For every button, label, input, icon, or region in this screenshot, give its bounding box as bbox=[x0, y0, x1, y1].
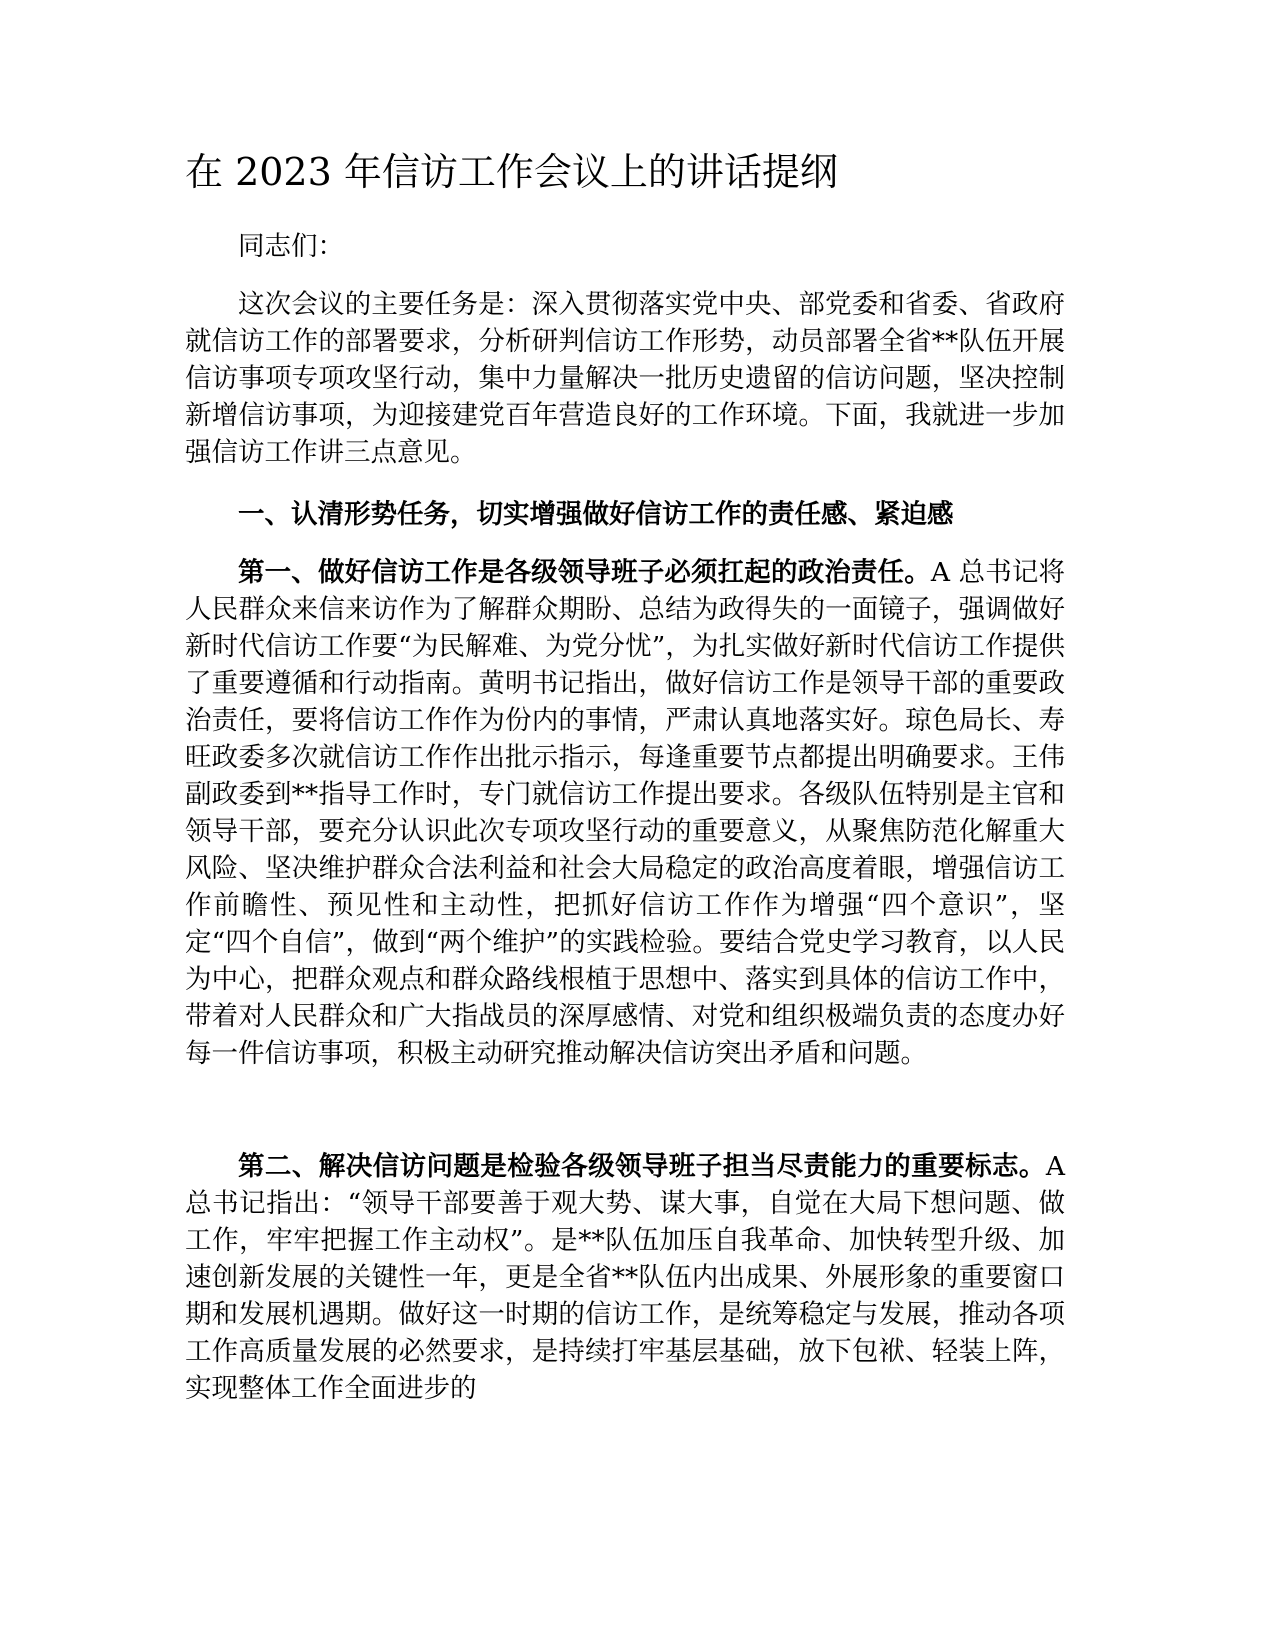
document-title: 在 2023 年信访工作会议上的讲话提纲 bbox=[185, 150, 838, 194]
intro-paragraph: 这次会议的主要任务是：深入贯彻落实党中央、部党委和省委、省政府就信访工作的部署要求，分析研判信访工作形势，动员部署全省**队伍开展信访事项专项攻坚行动，集中力量解决一批历史遗留的信访问题，坚决控制新增信访事项，为迎接建党百年营造良好的工作环境。下面，我就进一步加强信访工作讲三点意见。 bbox=[185, 289, 1065, 468]
paragraph-second-text: A 总书记指出：“领导干部要善于观大势、谋大事，自觉在大局下想问题、做工作，牢牢把握工作主动权”。是**队伍加压自我革命、加快转型升级、加速创新发展的关键性一年，更是全省**队伍内出成果、外展形象的重要窗口期和发展机遇期。做好这一时期的信访工作，是统筹稳定与发展，推动各项工作高质量发展的必然要求，是持续打牢基层基础，放下包袱、轻装上阵，实现整体工作全面进步的 bbox=[185, 1151, 1065, 1404]
section-heading-1: 一、认清形势任务，切实增强做好信访工作的责任感、紧迫感 bbox=[238, 499, 954, 530]
salutation: 同志们： bbox=[238, 231, 344, 262]
paragraph-first bbox=[185, 554, 1065, 1072]
paragraph-second bbox=[185, 1148, 1065, 1407]
paragraph-first-text: A 总书记将人民群众来信来访作为了解群众期盼、总结为政得失的一面镜子，强调做好新时代信访工作要“为民解难、为党分忧”，为扎实做好新时代信访工作提供了重要遵循和行动指南。黄明书记指出，做好信访工作是领导干部的重要政治责任，要将信访工作作为份内的事情，严肃认真地落实好。琼色局长、寿旺政委多次就信访工作作出批示指示，每逢重要节点都提出明确要求。王伟副政委到**指导工作时，专门就信访工作提出要求。各级队伍特别是主官和领导干部，要充分认识此次专项攻坚行动的重要意义，从聚焦防范化解重大风险、坚决维护群众合法利益和社会大局稳定的政治高度着眼，增强信访工作前瞻性、预见性和主动性，把抓好信访工作作为增强“四个意识”，坚定“四个自信”，做到“两个维护”的实践检验。要结合党史学习教育，以人民为中心，把群众观点和群众路线根植于思想中、落实到具体的信访工作中，带着对人民群众和广大指战员的深厚感情、对党和组织极端负责的态度办好每一件信访事项，积极主动研究推动解决信访突出矛盾和问题。 bbox=[185, 557, 1066, 1069]
paragraph-first-lead: 第一、做好信访工作是各级领导班子必须扛起的政治责任。 bbox=[238, 557, 931, 588]
paragraph-second-lead: 第二、解决信访问题是检验各级领导班子担当尽责能力的重要标志。 bbox=[238, 1151, 1046, 1182]
